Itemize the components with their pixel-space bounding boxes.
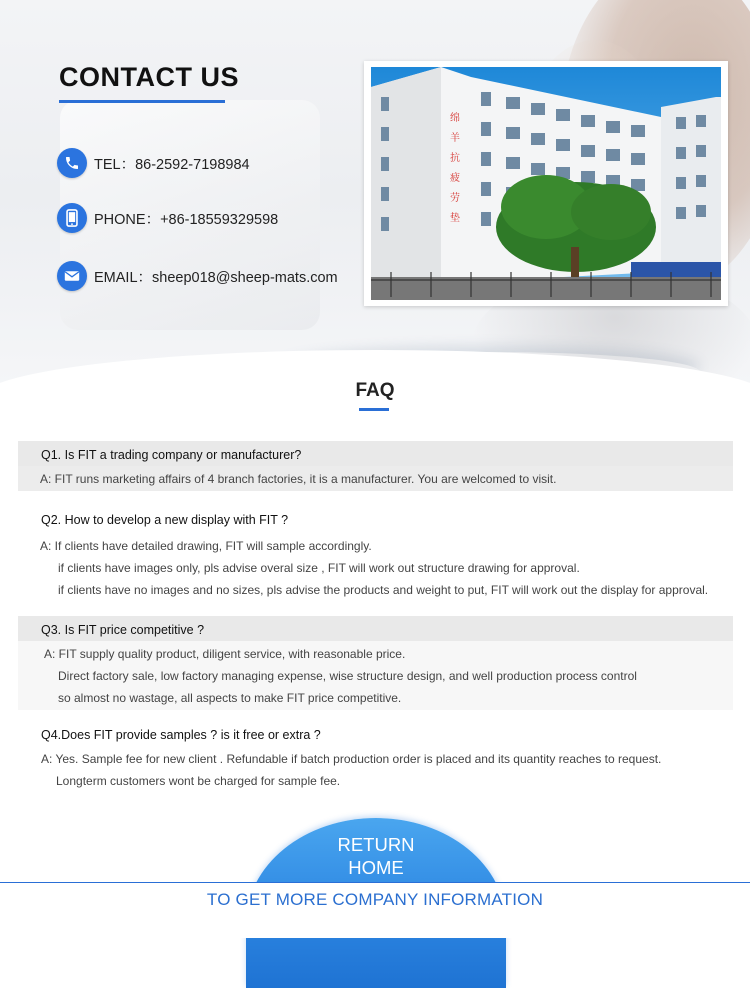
faq-answer: Longterm customers wont be charged for sample fee.	[56, 774, 341, 788]
faq-answer: A: FIT supply quality product, diligent service, with reasonable price.	[44, 647, 406, 661]
building-sign: 绵羊抗疲劳垫	[447, 112, 459, 232]
faq-question: Q1. Is FIT a trading company or manufacturer?	[41, 448, 302, 462]
faq-answer: Direct factory sale, low factory managing expense, wise structure design, and well production process control	[58, 669, 637, 683]
contact-email[interactable]: EMAIL：sheep018@sheep-mats.com	[94, 269, 338, 286]
factory-illustration	[371, 67, 721, 300]
footer-divider	[0, 882, 750, 883]
faq-title: FAQ	[355, 380, 395, 401]
mobile-icon	[57, 203, 87, 233]
faq-item-3	[18, 616, 733, 710]
contact-phone[interactable]: PHONE：+86-18559329598	[94, 211, 279, 228]
return-home-line2: HOME	[348, 857, 404, 878]
faq-item-1	[18, 441, 733, 491]
faq-question: Q3. Is FIT price competitive ?	[41, 623, 205, 637]
faq-question: Q2. How to develop a new display with FIT ?	[41, 513, 289, 527]
contact-tel[interactable]: TEL：86-2592-7198984	[94, 156, 250, 173]
return-home-label[interactable]	[246, 833, 506, 879]
factory-photo	[364, 61, 728, 306]
faq-title-underline	[359, 408, 389, 411]
contact-email-row	[57, 261, 338, 291]
return-home-line1: RETURN	[337, 834, 415, 855]
faq-answer: A: Yes. Sample fee for new client . Refundable if batch production order is placed and its quantity reaches to request.	[41, 752, 662, 766]
contact-tel-row	[57, 148, 250, 178]
more-company-info-link[interactable]: TO GET MORE COMPANY INFORMATION	[206, 890, 544, 909]
faq-answer: if clients have images only, pls advise overal size , FIT will work out structure drawing for approval.	[58, 561, 580, 575]
faq-question: Q4.Does FIT provide samples ? is it free or extra ?	[41, 728, 321, 742]
contact-title: CONTACT US	[59, 62, 239, 92]
phone-icon	[57, 148, 87, 178]
contact-phone-row	[57, 203, 278, 233]
faq-answer: so almost no wastage, all aspects to make FIT price competitive.	[58, 691, 402, 705]
faq-item-2	[18, 506, 733, 606]
contact-title-underline	[59, 100, 225, 103]
faq-answer: A: FIT runs marketing affairs of 4 branch factories, it is a manufacturer. You are welcomed to visit.	[40, 472, 557, 486]
faq-answer: if clients have no images and no sizes, pls advise the products and weight to put, FIT will work out the display for approval.	[58, 583, 709, 597]
mail-icon	[57, 261, 87, 291]
faq-item-4	[18, 721, 733, 793]
faq-answer: A: If clients have detailed drawing, FIT will sample accordingly.	[40, 539, 372, 553]
